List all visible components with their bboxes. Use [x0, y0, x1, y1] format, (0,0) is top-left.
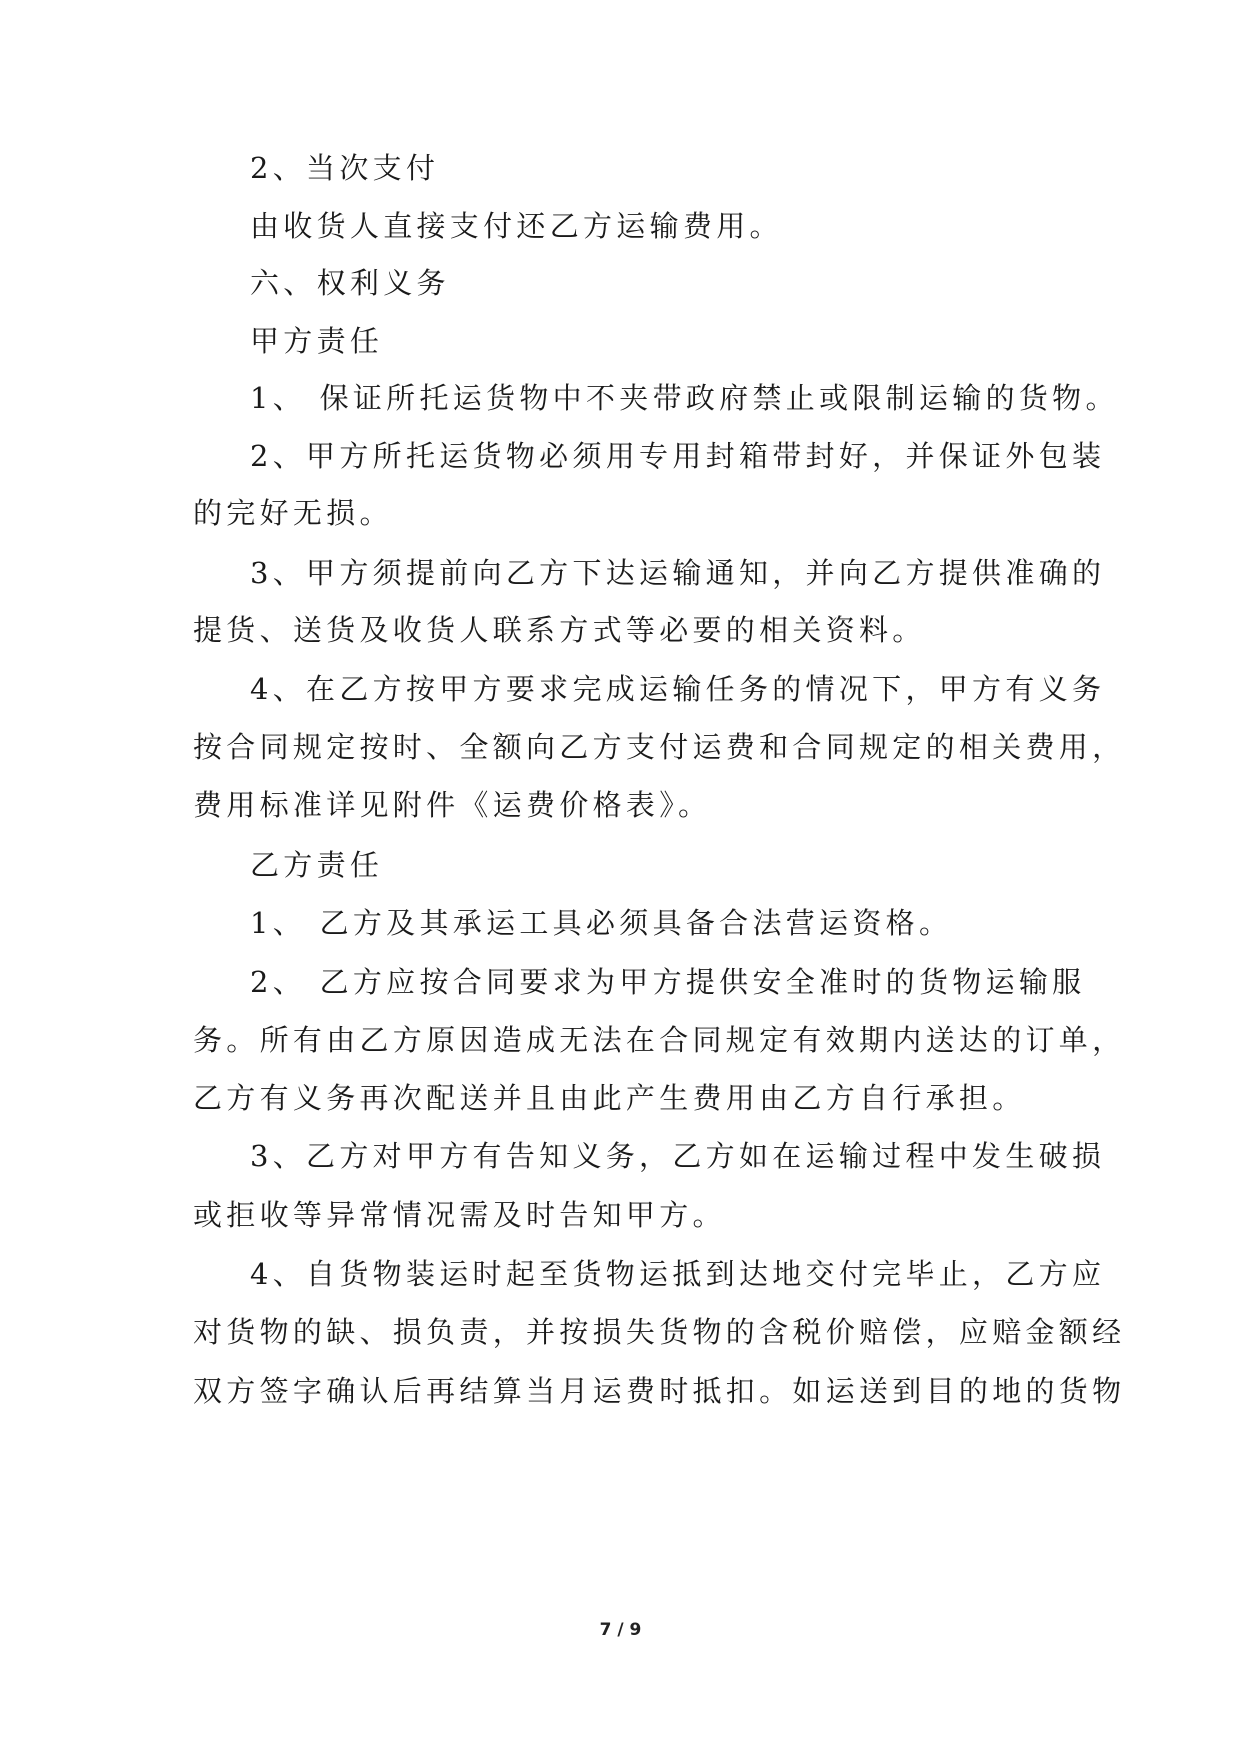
paragraph-line: 乙方有义务再次配送并且由此产生费用由乙方自行承担。 [193, 1081, 1026, 1115]
paragraph-line: 的完好无损。 [193, 496, 393, 530]
paragraph-line: 按合同规定按时、全额向乙方支付运费和合同规定的相关费用， [193, 730, 1126, 764]
paragraph-line: 提货、送货及收货人联系方式等必要的相关资料。 [193, 613, 926, 647]
paragraph-line: 务。所有由乙方原因造成无法在合同规定有效期内送达的订单， [193, 1023, 1126, 1057]
paragraph-line: 2、 乙方应按合同要求为甲方提供安全准时的货物运输服 [250, 965, 1086, 999]
paragraph-line: 3、乙方对甲方有告知义务，乙方如在运输过程中发生破损 [250, 1139, 1106, 1173]
paragraph-line: 由收货人直接支付还乙方运输费用。 [250, 209, 783, 243]
paragraph-line: 对货物的缺、损负责，并按损失货物的含税价赔偿，应赔金额经 [193, 1315, 1126, 1349]
subsection-heading: 乙方责任 [250, 848, 384, 882]
paragraph-line: 4、在乙方按甲方要求完成运输任务的情况下，甲方有义务 [250, 672, 1106, 706]
paragraph-line: 2、甲方所托运货物必须用专用封箱带封好，并保证外包装 [250, 439, 1106, 473]
subsection-heading: 甲方责任 [250, 324, 384, 358]
paragraph-line: 4、自货物装运时起至货物运抵到达地交付完毕止，乙方应 [250, 1257, 1106, 1291]
paragraph-line: 双方签字确认后再结算当月运费时抵扣。如运送到目的地的货物 [193, 1374, 1126, 1408]
paragraph-line: 费用标准详见附件《运费价格表》。 [193, 788, 712, 822]
paragraph-line: 或拒收等异常情况需及时告知甲方。 [193, 1198, 726, 1232]
paragraph-line: 3、甲方须提前向乙方下达运输通知，并向乙方提供准确的 [250, 556, 1106, 590]
section-heading: 六、权利义务 [250, 266, 450, 300]
paragraph-line: 1、 保证所托运货物中不夹带政府禁止或限制运输的货物。 [250, 381, 1119, 415]
paragraph-line: 2、当次支付 [250, 151, 440, 185]
paragraph-line: 1、 乙方及其承运工具必须具备合法营运资格。 [250, 906, 953, 940]
page-number: 7 / 9 [599, 1620, 642, 1640]
